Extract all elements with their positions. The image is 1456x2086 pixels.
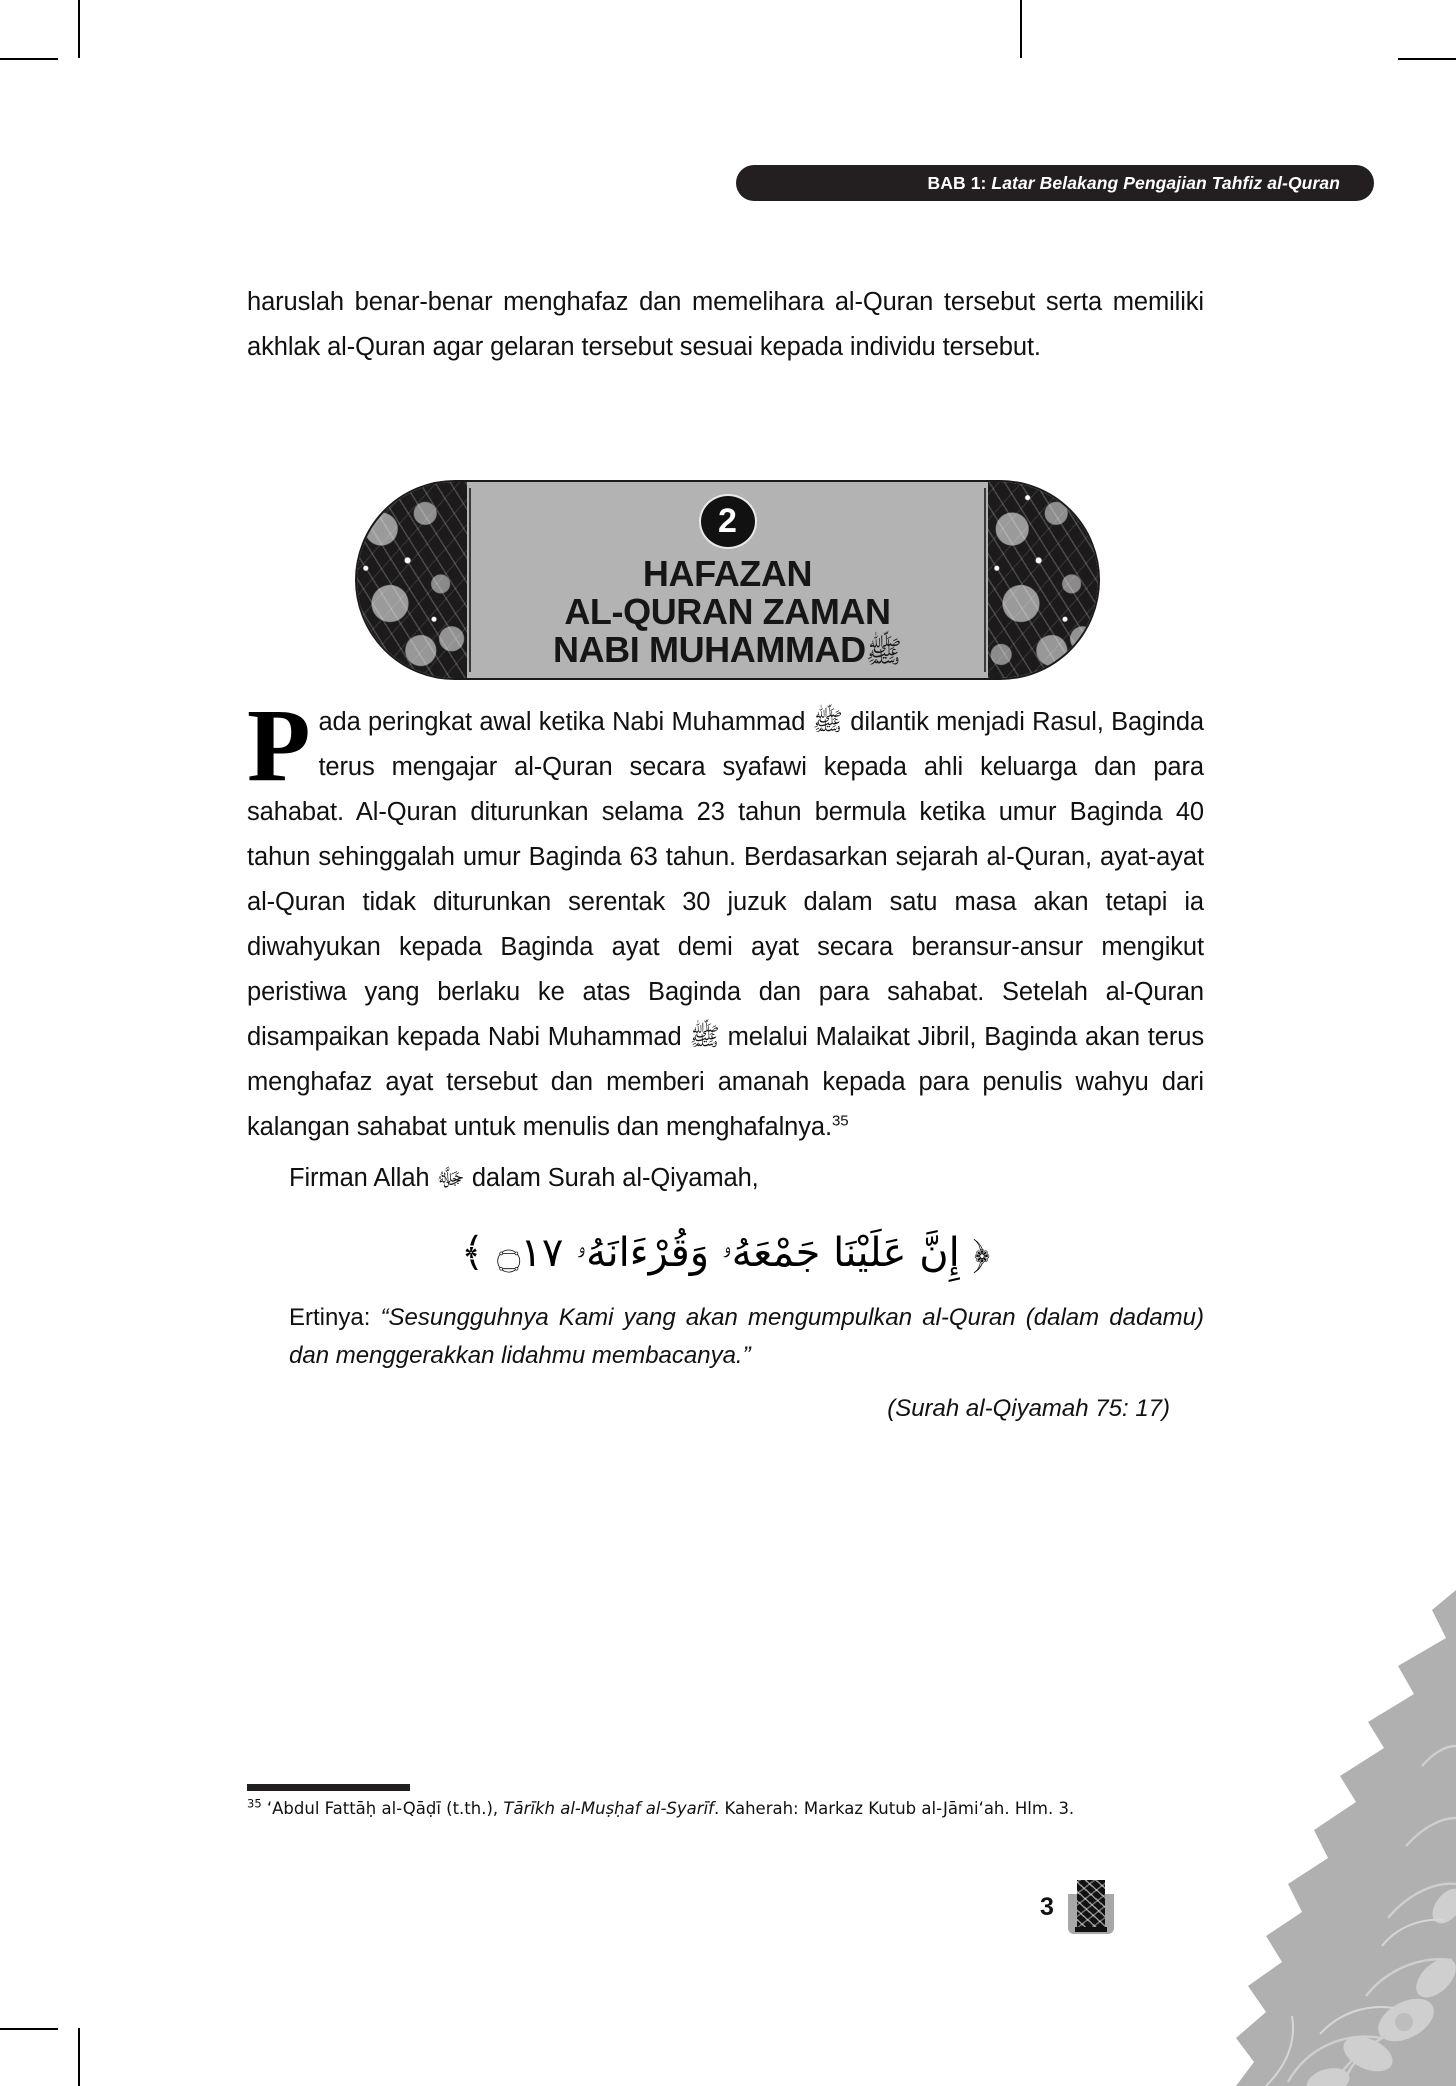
corner-floral-lines xyxy=(1288,1746,1456,2086)
banner-title-line-1: HAFAZAN xyxy=(642,553,813,594)
running-header xyxy=(736,165,1374,201)
firman-line-before: Firman Allah xyxy=(289,1164,437,1192)
quran-calligraphy-emblem-icon xyxy=(1068,1880,1114,1934)
footnote-title: Tārīkh al-Muṣḥaf al-Syarīf xyxy=(503,1799,714,1818)
sallallahu-alayhi-wasallam-icon: ﷺ xyxy=(865,635,902,670)
banner-title-line-2: AL-QURAN ZAMAN xyxy=(564,591,891,632)
firman-allah-line xyxy=(247,1156,1204,1201)
sallallahu-alayhi-wasallam-icon: ﷺ xyxy=(812,707,843,736)
footnote-entry xyxy=(247,1798,1207,1820)
crop-mark-top-right-vertical xyxy=(1020,0,1022,58)
subhanahu-wataala-icon: ﷻ xyxy=(436,1163,465,1192)
running-header-chapter-title: Latar Belakang Pengajian Tahfiz al-Quran xyxy=(991,172,1340,193)
running-header-text xyxy=(928,173,1340,194)
main-paragraph-part-3: melalui Malaikat Jibril, Baginda akan terus menghafaz ayat tersebut dan memberi amanah kepada para penulis wahyu dari kalangan sahabat untuk menulis dan menghafalnya. xyxy=(247,1023,1204,1141)
quran-verse-arabic: ﴿ إِنَّ عَلَيْنَا جَمْعَهُۥ وَقُرْءَانَهُۥ ۝١٧ ﴾ xyxy=(460,1230,991,1276)
floral-ornament-cap-left-icon xyxy=(357,482,467,678)
crop-mark-bottom-left-vertical xyxy=(78,2028,80,2086)
running-header-chapter-label: BAB 1: xyxy=(927,172,987,193)
corner-vine-lines xyxy=(1266,1920,1444,2086)
chapter-banner xyxy=(355,480,1100,680)
page-content-lower xyxy=(247,688,1205,1423)
footnote-author: ʻAbdul Fattāḥ al-Qāḍī (t.th.), xyxy=(266,1799,504,1818)
main-paragraph-part-1: ada peringkat awal ketika Nabi Muhammad xyxy=(318,708,813,736)
verse-translation xyxy=(247,1299,1204,1375)
chapter-number-badge: 2 xyxy=(699,494,757,549)
corner-flower-shapes xyxy=(1303,1883,1456,2086)
footnote-separator-rule xyxy=(247,1784,410,1791)
translation-text: “Sesungguhnya Kami yang akan mengumpulkan al-Quran (dalam dadamu) dan menggerakkan lidahmu membacanya.” xyxy=(289,1304,1205,1369)
firman-line-after: dalam Surah al-Qiyamah, xyxy=(464,1164,759,1192)
banner-title xyxy=(553,555,902,672)
intro-paragraph: haruslah benar-benar menghafaz dan memelihara al-Quran tersebut serta memiliki akhlak al-Quran agar gelaran tersebut sesuai kepada individu tersebut. xyxy=(247,288,1204,361)
crop-mark-top-left-vertical xyxy=(78,0,80,58)
main-paragraph xyxy=(247,688,1204,1150)
footnote-area xyxy=(247,1784,1207,1820)
emblem-core-shape xyxy=(1077,1880,1105,1930)
emblem-base-shape xyxy=(1075,1927,1107,1932)
banner-title-line-3-text: NABI MUHAMMAD xyxy=(552,629,866,670)
page-number: 3 xyxy=(1040,1892,1054,1921)
crop-mark-bottom-left-horizontal xyxy=(0,2028,58,2030)
translation-label: Ertinya: xyxy=(289,1304,371,1331)
verse-source-citation: (Surah al-Qiyamah 75: 17) xyxy=(887,1395,1170,1422)
main-paragraph-part-2: dilantik menjadi Rasul, Baginda terus mengajar al-Quran secara syafawi kepada ahli keluarga dan para sahabat. Al-Quran diturunkan selama 23 tahun bermula ketika umur Baginda 40 tahun sehinggalah umur Baginda 63 tahun. Berdasarkan sejarah al-Quran, ayat-ayat al-Quran tidak diturunkan serentak 30 juzuk dalam satu masa akan tetapi ia diwahyukan kepada Baginda ayat demi ayat secara beransur-ansur mengikut peristiwa yang berlaku ke atas Baginda dan para sahabat. Setelah al-Quran disampaikan kepada Nabi Muhammad xyxy=(247,708,1204,1051)
page-footer-folio xyxy=(1040,1880,1114,1934)
crop-mark-top-right-horizontal xyxy=(1398,58,1456,60)
footnote-reference-marker[interactable]: 35 xyxy=(831,1112,849,1130)
page-content xyxy=(247,280,1204,370)
banner-title-line-3 xyxy=(553,631,902,672)
crop-mark-top-left-horizontal xyxy=(0,58,58,60)
banner-capsule xyxy=(355,480,1100,680)
sallallahu-alayhi-wasallam-icon: ﷺ xyxy=(689,1022,720,1051)
drop-cap-letter: P xyxy=(247,688,311,803)
footnote-publication: . Kaherah: Markaz Kutub al-Jāmiʻah. Hlm. 3. xyxy=(713,1799,1075,1818)
corner-band-shape xyxy=(1236,1590,1456,2086)
floral-ornament-cap-right-icon xyxy=(988,482,1098,678)
footnote-number: 35 xyxy=(247,1796,262,1811)
banner-inner-panel xyxy=(469,488,986,672)
